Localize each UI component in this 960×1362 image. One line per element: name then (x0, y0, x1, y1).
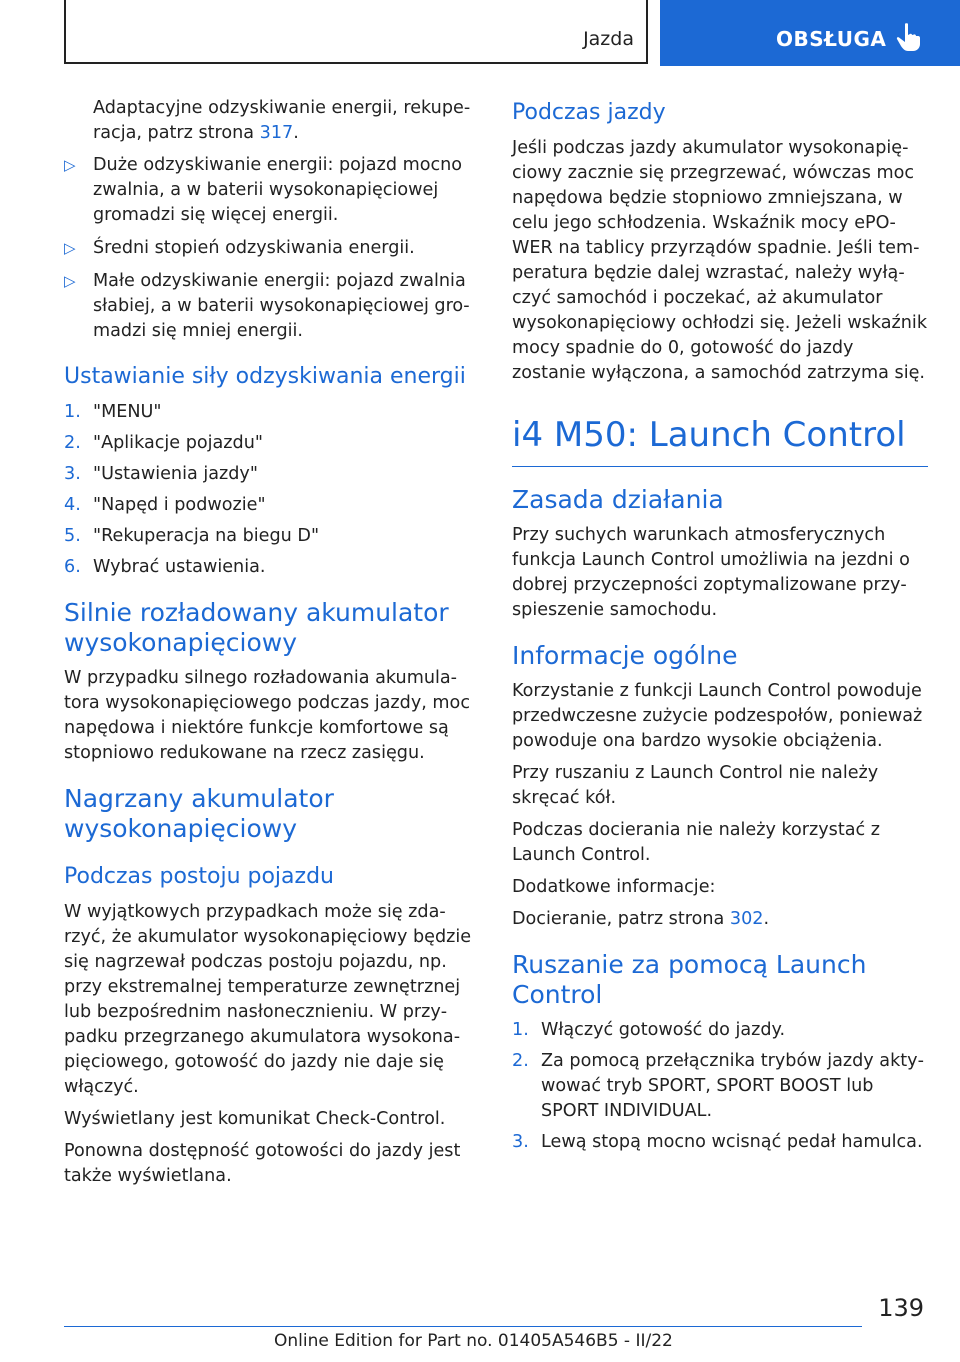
page-link-317[interactable]: 317 (259, 123, 294, 143)
triangle-bullet-icon: ▷ (64, 272, 76, 290)
intro-paragraph: Adaptacyjne odzyskiwanie energii, rekupe- racja, patrz strona 317. (93, 98, 471, 143)
header-section-title: Jazda (583, 28, 634, 50)
footer-edition: Online Edition for Part no. 01405A546B5 - II/22 (274, 1331, 673, 1351)
footer-divider (64, 1326, 862, 1327)
heading-principle: Zasada działania (512, 485, 724, 514)
chapter-title: OBSŁUGA (776, 27, 887, 51)
page-link-302[interactable]: 302 (729, 909, 764, 929)
paragraph-parked: W wyjątkowych przypadkach może się zdarzyć, że akumulator wysokonapięciowy będzie się nagrzewał podczas postoju pojazdu, np. przy ekstremalnej temperaturze zewnętrznej lub bezpośrednim nasłonecznieniu. W przypadku przegrzanego akumulatora wysokonapięciowego, gotowość do jazdy nie daje się włączyć. (64, 902, 472, 1097)
paragraph-driving: Jeśli podczas jazdy akumulator wysokonapięciowy zacznie się przegrzewać, wówczas moc napędowa będzie stopniowo zmniejszana, w celu jego schłodzenia. Wskaźnik mocy ePOWER na tablicy przyrządów spadnie. Jeśli temperatura będzie dalej wzrastać, należy wyłączyć samochód i poczekać, aż akumulator wysokonapięciowy ochłodzi się. Jeżeli wskaźnik mocy spadnie do 0, gotowość do jazdy zostanie wyłączona, a samochód zatrzyma się. (512, 138, 928, 383)
right-column (512, 98, 928, 1161)
list-item: ▷ Małe odzyskiwanie energii: pojazd zwalnia słabiej, a w baterii wysokonapięciowej gromadzi się mniej energii. (64, 271, 470, 341)
paragraph-discharged: W przypadku silnego rozładowania akumulatora wysokonapięciowego podczas jazdy, moc napędowa i niektóre funkcje komfortowe są stopniowo redukowane na rzecz zasięgu. (64, 668, 470, 763)
heading-settings: Ustawianie siły odzyskiwania energii (64, 364, 466, 389)
heading-start: Ruszanie za pomocą Launch Control (512, 950, 867, 1009)
step-item: 2. "Aplikacje pojazdu" (64, 433, 263, 453)
triangle-bullet-icon: ▷ (64, 239, 76, 257)
heading-discharged: Silnie rozładowany akumulator wysokonapięciowy (64, 598, 449, 657)
left-column (64, 96, 478, 1196)
step-item: 5. "Rekuperacja na biegu D" (64, 526, 320, 546)
header-section-box (64, 0, 648, 64)
step-item: 1. Włączyć gotowość do jazdy. (512, 1020, 786, 1040)
list-item: ▷ Duże odzyskiwanie energii: pojazd mocno zwalnia, a w baterii wysokonapięciowej gromadzi się więcej energii. (64, 155, 463, 225)
heading-driving: Podczas jazdy (512, 100, 666, 125)
paragraph-general-5: Docieranie, patrz strona 302. (512, 909, 770, 929)
paragraph-general-1: Korzystanie z funkcji Launch Control powoduje przedwczesne zużycie podzespołów, ponieważ powoduje ona bardzo wysokie obciążenia. (512, 681, 923, 751)
chapter-tab (660, 0, 960, 66)
paragraph-principle: Przy suchych warunkach atmosferycznych funkcja Launch Control umożliwia na jezdni o dobrej przyczepności zoptymalizowane przyspieszenie samochodu. (512, 525, 910, 620)
hand-pointer-icon (896, 22, 922, 52)
step-item: 4. "Napęd i podwozie" (64, 495, 266, 515)
page-number: 139 (878, 1294, 924, 1322)
paragraph-general-2: Przy ruszaniu z Launch Control nie należy skręcać kół. (512, 763, 879, 808)
paragraph-general-4: Dodatkowe informacje: (512, 877, 716, 897)
paragraph-check-control: Wyświetlany jest komunikat Check-Control. (64, 1109, 446, 1129)
list-item: ▷ Średni stopień odzyskiwania energii. (64, 236, 478, 261)
paragraph-general-3: Podczas docierania nie należy korzystać z Launch Control. (512, 820, 880, 865)
step-item: 2. Za pomocą przełącznika trybów jazdy aktywować tryb SPORT, SPORT BOOST lub SPORT INDIVIDUAL. (512, 1051, 924, 1121)
step-item: 1. "MENU" (64, 402, 162, 422)
heading-heated: Nagrzany akumulator wysokonapięciowy (64, 784, 334, 843)
heading-parked: Podczas postoju pojazdu (64, 864, 334, 889)
step-item: 6. Wybrać ustawienia. (64, 557, 266, 577)
step-item: 3. "Ustawienia jazdy" (64, 464, 258, 484)
heading-general: Informacje ogólne (512, 641, 738, 670)
step-item: 3. Lewą stopą mocno wcisnąć pedał hamulca. (512, 1132, 923, 1152)
heading-launch-control: i4 M50: Launch Control (512, 412, 928, 467)
triangle-bullet-icon: ▷ (64, 156, 76, 174)
paragraph-readiness: Ponowna dostępność gotowości do jazdy jest także wyświetlana. (64, 1141, 461, 1186)
